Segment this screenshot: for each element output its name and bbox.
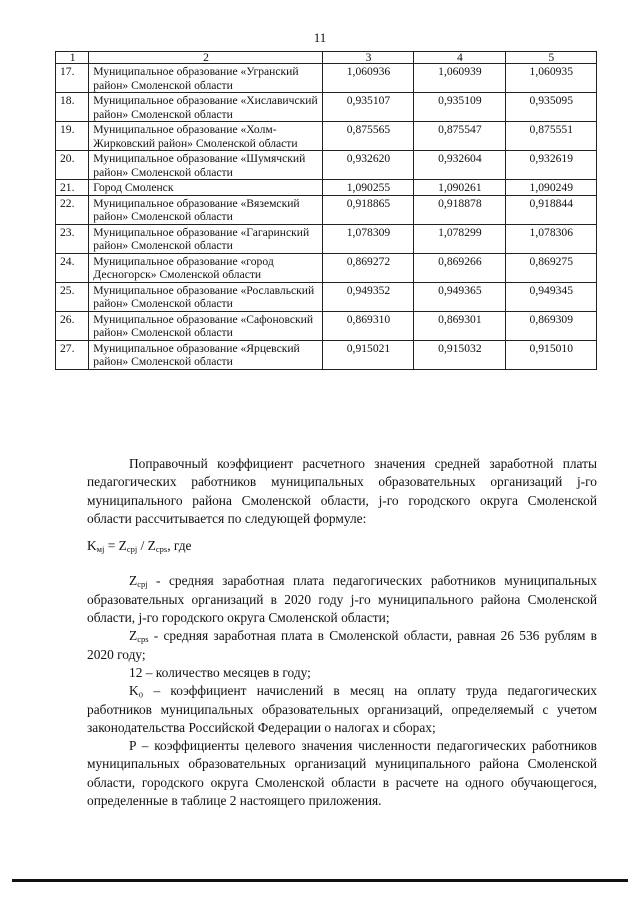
coefficient-value: 0,932604 <box>414 151 505 180</box>
coefficient-value: 0,949352 <box>322 282 413 311</box>
row-number: 21. <box>56 180 89 196</box>
coefficient-value: 1,090249 <box>505 180 596 196</box>
coefficient-value: 0,918878 <box>414 195 505 224</box>
coefficient-value: 1,060936 <box>322 64 413 93</box>
table-row <box>56 311 597 340</box>
row-number: 25. <box>56 282 89 311</box>
ko-definition: K₀ – коэффициент начислений в месяц на оплату труда педагогических работников муниципальных образовательных организаций, определяемый с учетом законодательства Российской Федерации о налогах и сборах; <box>87 683 597 735</box>
coefficient-value: 0,932620 <box>322 151 413 180</box>
table-row <box>56 151 597 180</box>
municipality-name: Муниципальное образование «Холм-Жирковский район» Смоленской области <box>89 122 323 151</box>
row-number: 18. <box>56 93 89 122</box>
table-row <box>56 282 597 311</box>
coefficient-value: 0,869272 <box>322 253 413 282</box>
coefficient-value: 0,935107 <box>322 93 413 122</box>
table-row <box>56 224 597 253</box>
municipality-name: Муниципальное образование «Хиславичский район» Смоленской области <box>89 93 323 122</box>
municipality-name: Муниципальное образование «Вяземский район» Смоленской области <box>89 195 323 224</box>
table-row <box>56 180 597 196</box>
coefficient-value: 0,932619 <box>505 151 596 180</box>
row-number: 23. <box>56 224 89 253</box>
header-cell: 5 <box>505 52 596 64</box>
table-row <box>56 93 597 122</box>
row-number: 20. <box>56 151 89 180</box>
coefficient-value: 0,875547 <box>414 122 505 151</box>
municipality-name: Муниципальное образование «город Десногорск» Смоленской области <box>89 253 323 282</box>
municipality-name: Муниципальное образование «Угранский район» Смоленской области <box>89 64 323 93</box>
coefficient-value: 0,915032 <box>414 340 505 369</box>
table-row <box>56 253 597 282</box>
coefficient-value: 0,918844 <box>505 195 596 224</box>
table-row <box>56 64 597 93</box>
p-definition: P – коэффициенты целевого значения численности педагогических работников муниципальных образовательных организаций муниципального района Смоленской области, городского округа Смоленской области в расчете на одного обучающегося, определенные в таблице 2 настоящего приложения. <box>87 738 597 809</box>
municipality-name: Муниципальное образование «Шумячский район» Смоленской области <box>89 151 323 180</box>
coefficient-value: 0,949345 <box>505 282 596 311</box>
table-header-row <box>56 52 597 64</box>
municipality-name: Муниципальное образование «Рославльский район» Смоленской области <box>89 282 323 311</box>
coefficient-value: 1,078309 <box>322 224 413 253</box>
header-cell: 4 <box>414 52 505 64</box>
coefficient-value: 0,869301 <box>414 311 505 340</box>
coefficient-value: 1,078306 <box>505 224 596 253</box>
municipality-name: Город Смоленск <box>89 180 323 196</box>
zcps-definition: $Z_{срs}$ - средняя заработная плата в Смоленской области, равная 26 536 рублям в 2020 году; <box>87 628 597 662</box>
coefficient-value: 0,915010 <box>505 340 596 369</box>
coefficient-value: 0,869310 <box>322 311 413 340</box>
table-row <box>56 122 597 151</box>
coefficient-value: 0,875551 <box>505 122 596 151</box>
coefficient-value: 1,090261 <box>414 180 505 196</box>
table-row <box>56 195 597 224</box>
municipality-name: Муниципальное образование «Ярцевский район» Смоленской области <box>89 340 323 369</box>
coefficient-value: 0,915021 <box>322 340 413 369</box>
municipality-name: Муниципальное образование «Сафоновский район» Смоленской области <box>89 311 323 340</box>
coefficient-value: 0,918865 <box>322 195 413 224</box>
municipality-name: Муниципальное образование «Гагаринский район» Смоленской области <box>89 224 323 253</box>
coefficient-value: 0,949365 <box>414 282 505 311</box>
coefficient-value: 1,060935 <box>505 64 596 93</box>
coefficient-value: 0,875565 <box>322 122 413 151</box>
intro-paragraph: Поправочный коэффициент расчетного значения средней заработной платы педагогических работников муниципальных образовательных организаций j-го муниципального района Смоленской области, j-го городского округа Смоленской области рассчитывается по следующей формуле: <box>87 456 597 526</box>
bottom-rule <box>12 879 628 882</box>
coefficient-value: 1,060939 <box>414 64 505 93</box>
coefficient-value: 0,935095 <box>505 93 596 122</box>
coefficient-value: 0,935109 <box>414 93 505 122</box>
header-cell: 3 <box>322 52 413 64</box>
zcpj-definition: $Z_{срj}$ - средняя заработная плата педагогических работников муниципальных образовательных организаций в 2020 году j-го муниципального района Смоленской области, j-го городского округа Смоленской области; <box>87 573 597 626</box>
table-row <box>56 340 597 369</box>
row-number: 22. <box>56 195 89 224</box>
row-number: 26. <box>56 311 89 340</box>
coefficient-value: 0,869275 <box>505 253 596 282</box>
coefficient-value: 1,090255 <box>322 180 413 196</box>
formula: $K_{мj} = Z_{срj} / Z_{срs}$, где <box>87 538 192 555</box>
coefficient-value: 1,078299 <box>414 224 505 253</box>
page-number: 11 <box>313 30 327 45</box>
row-number: 17. <box>56 64 89 93</box>
header-cell: 1 <box>56 52 89 64</box>
explanation-text <box>87 455 597 810</box>
row-number: 24. <box>56 253 89 282</box>
row-number: 27. <box>56 340 89 369</box>
coefficient-value: 0,869266 <box>414 253 505 282</box>
coefficient-value: 0,869309 <box>505 311 596 340</box>
header-cell: 2 <box>89 52 323 64</box>
coefficient-table <box>55 51 597 370</box>
months-definition: 12 – количество месяцев в году; <box>129 664 311 680</box>
row-number: 19. <box>56 122 89 151</box>
